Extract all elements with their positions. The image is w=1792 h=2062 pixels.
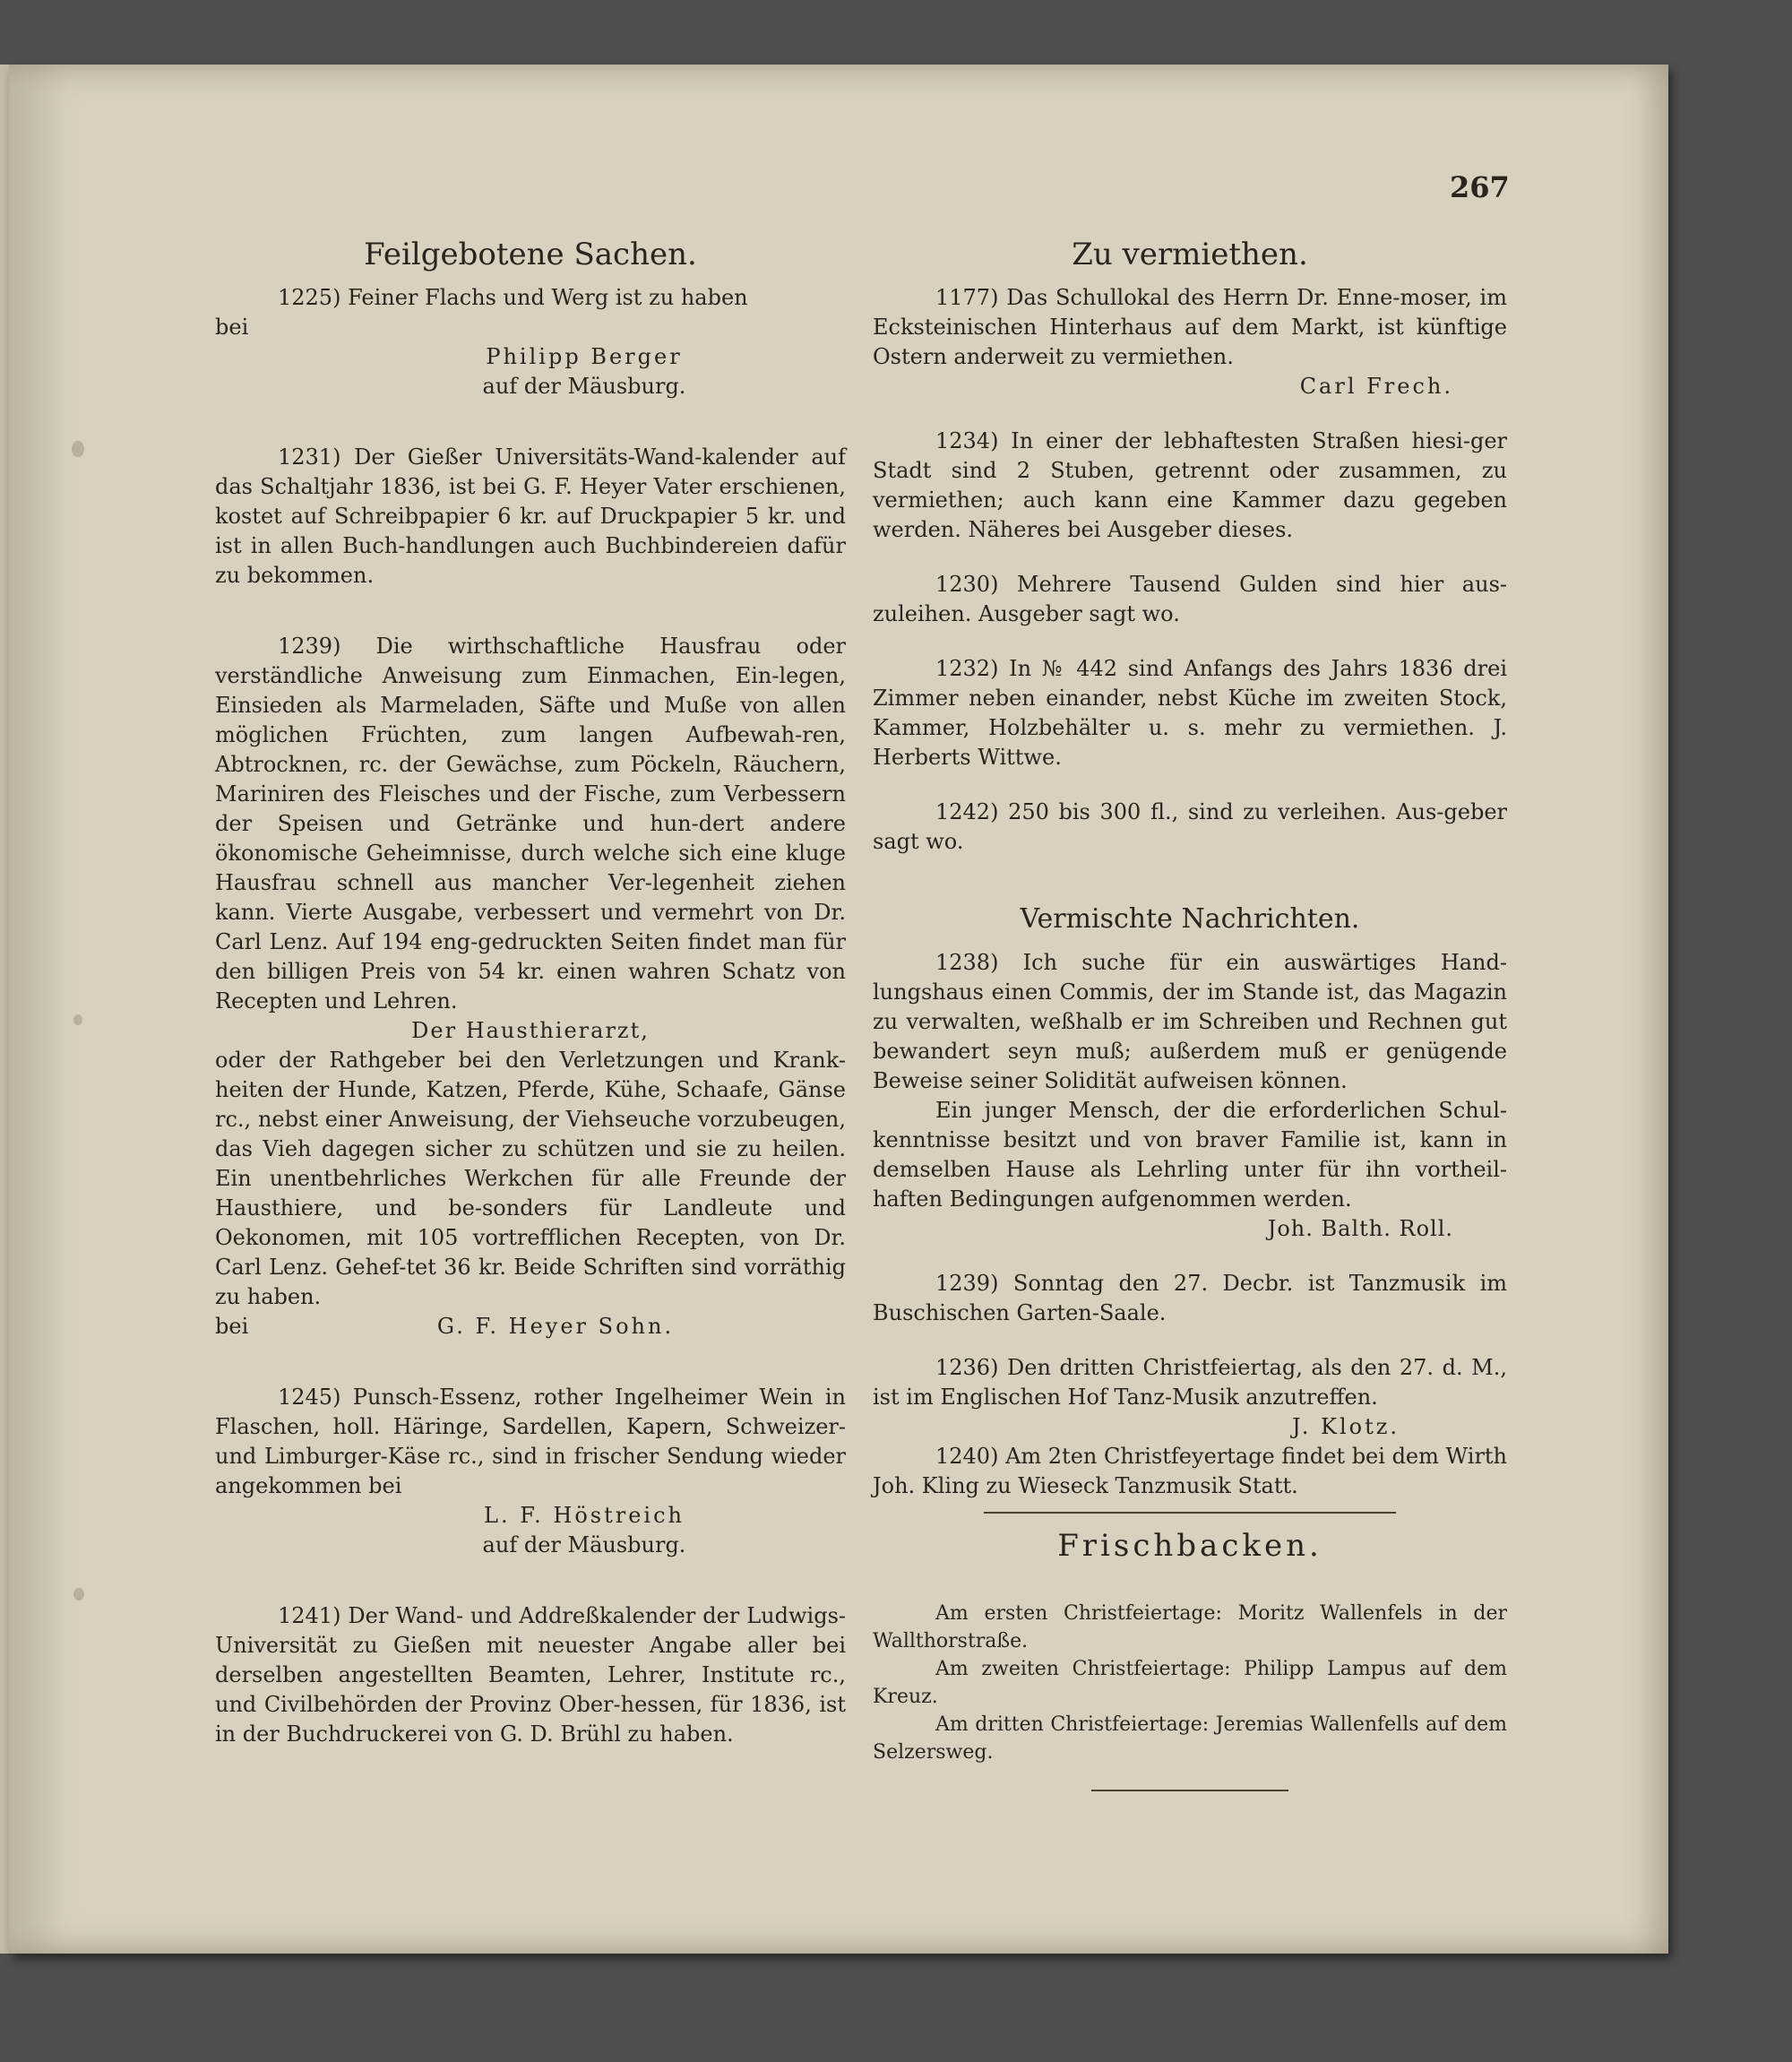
margin-mark xyxy=(73,1014,82,1025)
notice-1241: 1241) Der Wand- und Addreßkalender der Ludwigs-Universität zu Gießen mit neuester Angabe aller bei derselben angestellten Beamten, Lehrer, Institute rc., und Civilbehörden der Provinz Ober-hessen, für 1836, ist in der Buchdruckerei von G. D. Brühl zu haben. xyxy=(215,1603,846,1747)
section-heading: Feilgebotene Sachen. xyxy=(364,237,697,272)
notice-1242: 1242) 250 bis 300 fl., sind zu verleihen. Aus-geber sagt wo. xyxy=(873,799,1507,854)
right-column xyxy=(873,233,1507,1802)
notice-1238-signature: Joh. Balth. Roll. xyxy=(1267,1216,1453,1241)
notice-1238: 1238) Ich suche für ein auswärtiges Hand-lungshaus einen Commis, der im Stande ist, das Magazin zu verwalten, weßhalb er im Schreiben und Rechnen gut bewandert seyn muß; außerdem muß er genügende Beweise seiner Solidität aufweisen können. xyxy=(873,950,1507,1093)
notice-1177: 1177) Das Schullokal des Herrn Dr. Enne-moser, im Ecksteinischen Hinterhaus auf dem Markt, ist künftige Ostern anderweit zu vermiethen. xyxy=(873,285,1507,369)
notice-1239-subtitle: Der Hausthierarzt, xyxy=(411,1018,650,1043)
margin-mark xyxy=(73,1588,84,1600)
frischbacken-entry: Am dritten Christfeiertage: Jeremias Wallenfells auf dem Selzersweg. xyxy=(873,1713,1507,1764)
notice-1225-signature: Philipp Berger xyxy=(486,344,683,369)
divider xyxy=(1091,1790,1288,1791)
frischbacken-entry: Am zweiten Christfeiertage: Philipp Lampus auf dem Kreuz. xyxy=(873,1658,1507,1708)
section-heading: Frischbacken. xyxy=(1057,1528,1322,1564)
notice-1238-continued: Ein junger Mensch, der die erforderlichen Schul-kenntnisse besitzt und von braver Familie ist, kann in demselben Hause als Lehrling unter für ihn vortheil-haften Bedingungen aufgenommen werden. xyxy=(873,1098,1507,1212)
notice-1245-signature: L. F. Höstreich xyxy=(484,1503,685,1528)
notice-1239-continued: oder der Rathgeber bei den Verletzungen und Krank-heiten der Hunde, Katzen, Pferde, Kühe, Schaafe, Gänse rc., nebst einer Anweisung, der Viehseuche vorzubeugen, das Vieh dagegen sicher zu schützen und sie zu heilen. Ein unentbehrliches Werkchen für alle Freunde der Hausthiere, und be-sonders für Landleute und Oekonomen, mit 105 vortrefflichen Recepten, von Dr. Carl Lenz. Gehef-tet 36 kr. Beide Schriften sind vorräthig zu haben. xyxy=(215,1048,846,1309)
notice-1231: 1231) Der Gießer Universitäts-Wand-kalender auf das Schaltjahr 1836, ist bei G. F. Heyer Vater erschienen, kostet auf Schreibpapier 6 kr. auf Druckpapier 5 kr. und ist in allen Buch-handlungen auch Buchbindereien dafür zu bekommen. xyxy=(215,444,846,588)
divider xyxy=(984,1512,1396,1514)
notice-1230: 1230) Mehrere Tausend Gulden sind hier aus-zuleihen. Ausgeber sagt wo. xyxy=(873,572,1507,626)
notice-1232: 1232) In № 442 sind Anfangs des Jahrs 1836 drei Zimmer neben einander, nebst Küche im zweiten Stock, Kammer, Holzbehälter u. s. mehr zu vermiethen. J. Herberts Wittwe. xyxy=(873,656,1507,770)
notice-1239: 1239) Die wirthschaftliche Hausfrau oder verständliche Anweisung zum Einmachen, Ein-legen, Einsieden als Marmeladen, Säfte und Muße von allen möglichen Früchten, zum langen Aufbewah-ren, Abtrocknen, rc. der Gewächse, zum Pöckeln, Räuchern, Mariniren des Fleisches und der Fische, zum Verbessern der Speisen und Getränke und hun-dert andere ökonomische Geheimnisse, durch welche sich eine kluge Hausfrau schnell aus mancher Ver-legenheit ziehen kann. Vierte Ausgabe, verbessert und vermehrt von Dr. Carl Lenz. Auf 194 eng-gedruckten Seiten findet man für den billigen Preis von 54 kr. einen wahren Schatz von Recepten und Lehren. xyxy=(215,634,846,1014)
frischbacken-entry: Am ersten Christfeiertage: Moritz Wallenfels in der Wallthorstraße. xyxy=(873,1602,1507,1652)
section-heading: Vermischte Nachrichten. xyxy=(1020,903,1360,935)
notice-1245-address: auf der Mäusburg. xyxy=(482,1532,686,1557)
margin-mark xyxy=(72,441,84,457)
notice-1225: 1225) Feiner Flachs und Werg ist zu haben xyxy=(278,285,748,310)
section-heading: Zu vermiethen. xyxy=(1072,237,1308,272)
page-number: 267 xyxy=(1450,170,1510,204)
notice-1239-signature: G. F. Heyer Sohn. xyxy=(436,1314,675,1339)
notice-1239-bei: bei xyxy=(215,1314,249,1339)
notice-1236: 1236) Den dritten Christfeiertag, als den 27. d. M., ist im Englischen Hof Tanz-Musik anzutreffen. xyxy=(873,1355,1507,1410)
notice-1239b: 1239) Sonntag den 27. Decbr. ist Tanzmusik im Buschischen Garten-Saale. xyxy=(873,1271,1507,1325)
notice-1245: 1245) Punsch-Essenz, rother Ingelheimer Wein in Flaschen, holl. Häringe, Sardellen, Kapern, Schweizer- und Limburger-Käse rc., sind in frischer Sendung wieder angekommen bei xyxy=(215,1385,846,1498)
notice-1234: 1234) In einer der lebhaftesten Straßen hiesi-ger Stadt sind 2 Stuben, getrennt oder zusammen, zu vermiethen; auch kann eine Kammer dazu gegeben werden. Näheres bei Ausgeber dieses. xyxy=(873,428,1507,542)
notice-1240: 1240) Am 2ten Christfeyertage findet bei dem Wirth Joh. Kling zu Wieseck Tanzmusik Statt. xyxy=(873,1444,1508,1498)
notice-1236-signature: J. Klotz. xyxy=(1292,1414,1400,1439)
notice-1225-bei: bei xyxy=(215,315,249,340)
notice-1225-address: auf der Mäusburg. xyxy=(482,374,686,399)
notice-1177-signature: Carl Frech. xyxy=(1299,374,1453,399)
left-column xyxy=(215,233,846,1749)
